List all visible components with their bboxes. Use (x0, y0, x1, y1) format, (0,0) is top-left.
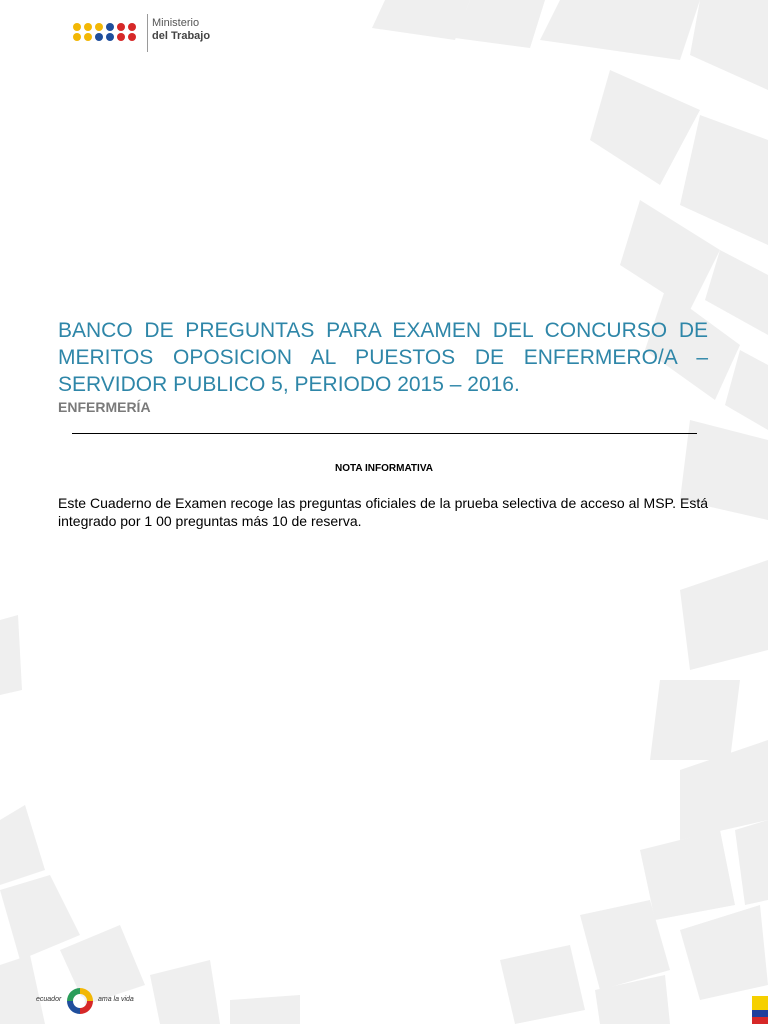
ecuador-flag-icon (752, 996, 768, 1024)
document-subtitle: ENFERMERÍA (58, 399, 151, 415)
logo-dot (117, 23, 125, 31)
logo-dot (84, 23, 92, 31)
logo-dot (84, 33, 92, 41)
footer-brand-left: ecuador (36, 996, 62, 1003)
logo-dot (128, 23, 136, 31)
logo-text-line2: del Trabajo (152, 30, 211, 42)
logo-dot (73, 33, 81, 41)
logo-dot (106, 23, 114, 31)
logo-separator (147, 14, 148, 52)
logo-dot (117, 33, 125, 41)
logo-dots-icon (72, 22, 144, 46)
logo-dot (95, 33, 103, 41)
ecuador-ama-la-vida-logo (36, 986, 166, 1016)
logo-dot (73, 23, 81, 31)
note-heading: NOTA INFORMATIVA (335, 463, 433, 474)
footer-brand-right: ama la vida (98, 996, 134, 1003)
note-body: Este Cuaderno de Examen recoge las preguntas oficiales de la prueba selectiva de acceso al MSP. Está integrado por 1 00 preguntas más 10 de reserva. (58, 495, 708, 529)
logo-dot (106, 33, 114, 41)
horizontal-rule (72, 433, 697, 434)
logo-text-line1: Ministerio (152, 17, 200, 29)
sun-swirl-icon (64, 986, 96, 1016)
document-title: BANCO DE PREGUNTAS PARA EXAMEN DEL CONCURSO DE MERITOS OPOSICION AL PUESTOS DE ENFERMERO/A – SERVIDOR PUBLICO 5, PERIODO 2015 – 2016. (58, 319, 708, 396)
logo-dot (95, 23, 103, 31)
logo-dot (128, 33, 136, 41)
ministerio-trabajo-logo (72, 14, 212, 54)
